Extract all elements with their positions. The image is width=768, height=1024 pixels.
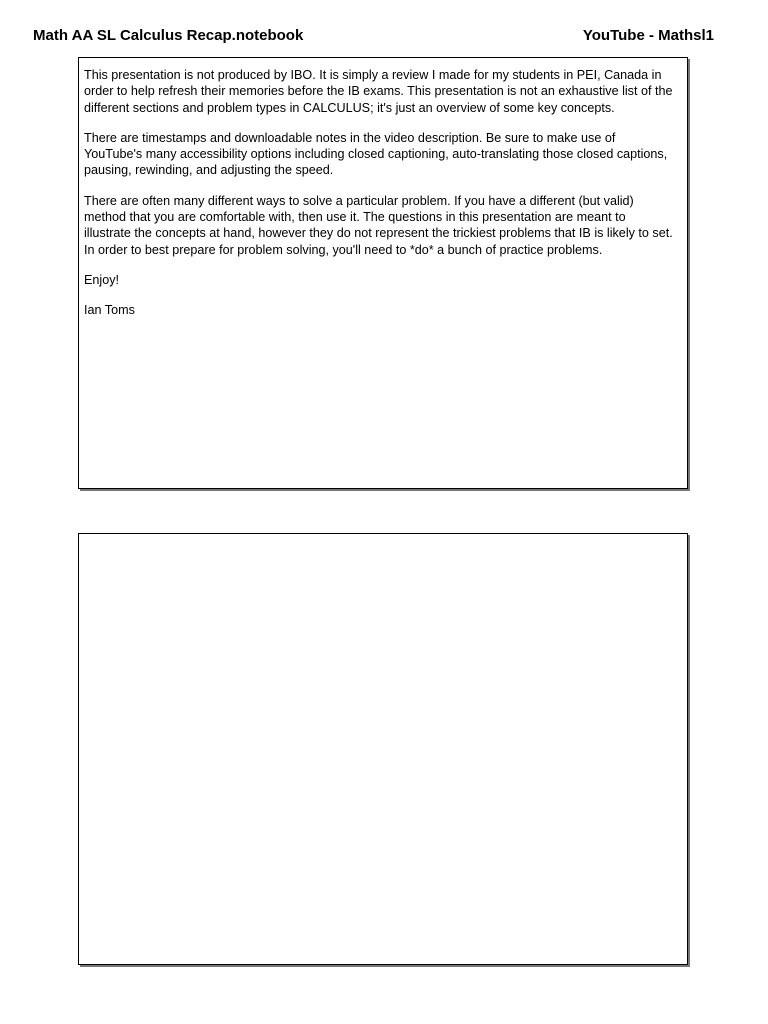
intro-paragraph: This presentation is not produced by IBO. It is simply a review I made for my students in PEI, Canada in order to help refresh their memories before the IB exams. This presentation is not an exhaustive list of the different sections and problem types in CALCULUS; it's just an overview of some key concepts. <box>84 68 673 115</box>
slide-2-blank <box>78 533 688 965</box>
enjoy-line: Enjoy! <box>84 272 120 287</box>
slide-1 <box>78 57 688 489</box>
notebook-title: Math AA SL Calculus Recap.notebook <box>33 27 304 44</box>
author-signature: Ian Toms <box>84 303 135 318</box>
methods-paragraph: There are often many different ways to solve a particular problem. If you have a different (but valid) method that you are comfortable with, then use it. The questions in this presentation are meant to illustrate the concepts at hand, however they do not represent the trickiest problems that IB is likely to set. In order to best prepare for problem solving, you'll need to *do* a bunch of practice problems. <box>84 193 673 257</box>
timestamps-paragraph: There are timestamps and downloadable notes in the video description. Be sure to make use of YouTube's many accessibility options including closed captioning, auto-translating those closed captions, pausing, rewinding, and adjusting the speed. <box>84 130 668 178</box>
channel-label: YouTube - Mathsl1 <box>582 27 714 44</box>
